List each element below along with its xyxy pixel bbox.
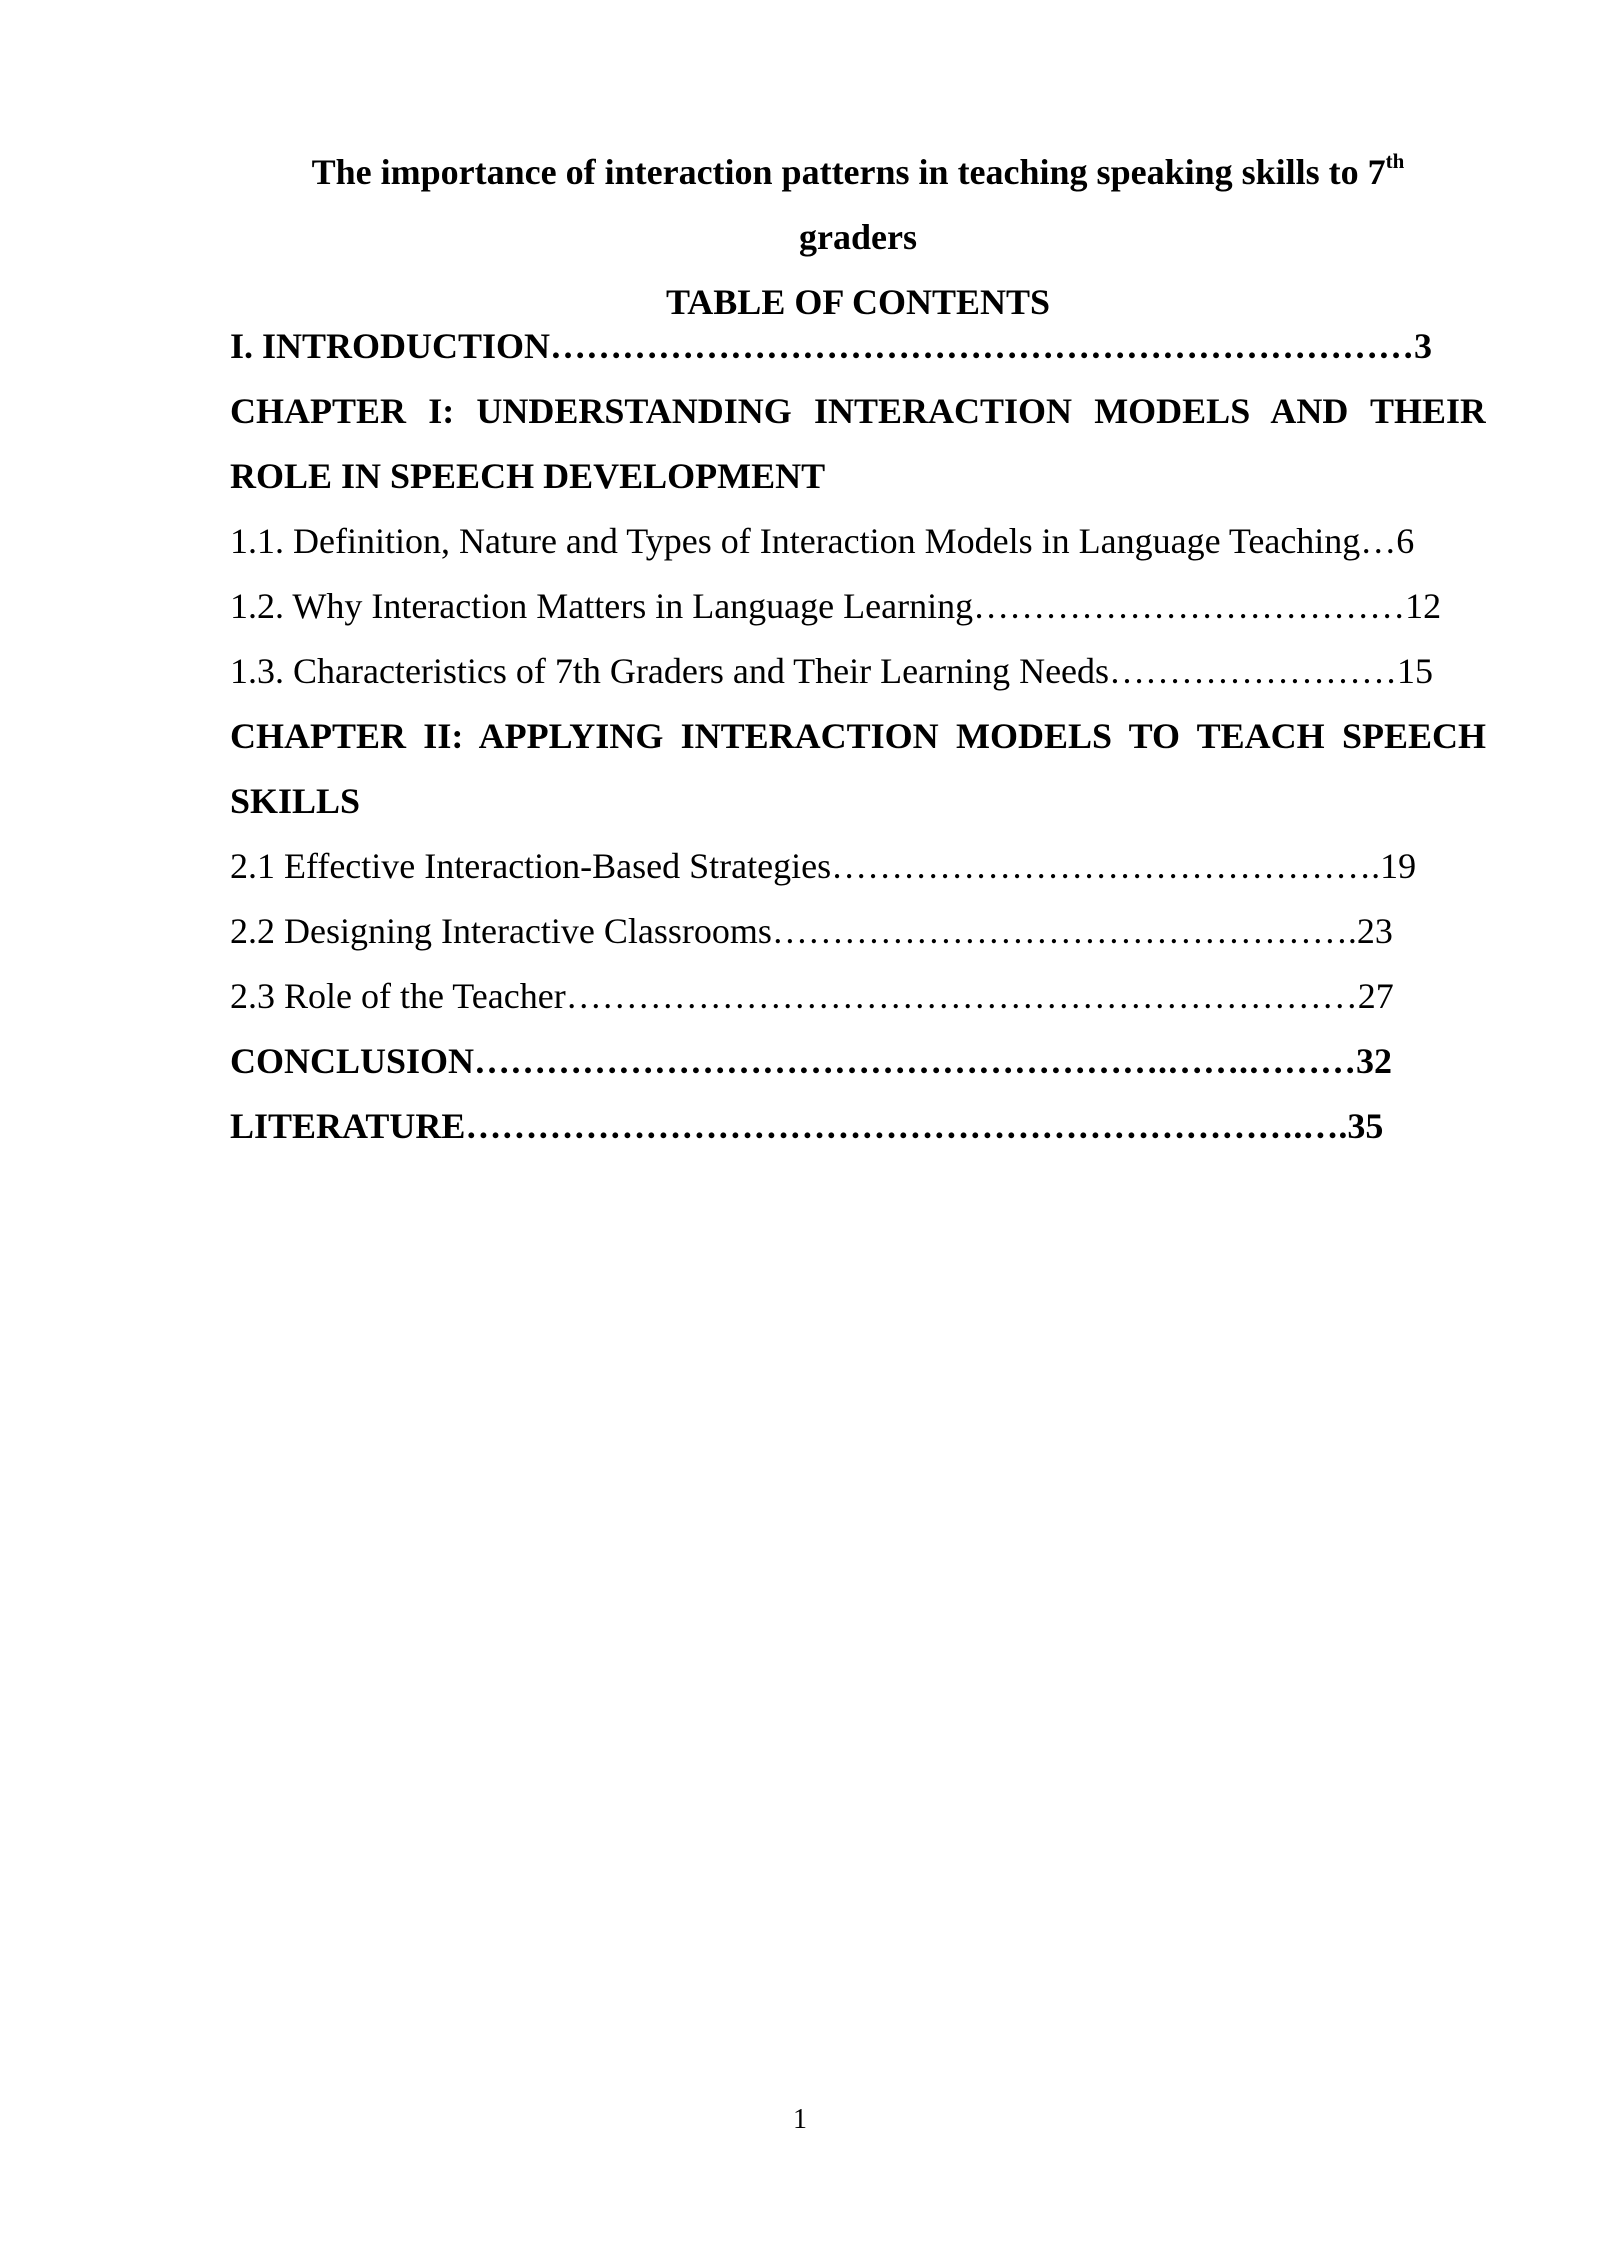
toc-entry-introduction: I. INTRODUCTION………………………………………………………………3 <box>230 326 1433 366</box>
document-title-line-1 <box>230 149 1486 192</box>
toc-entry-chapter-1-line-1: CHAPTER I: UNDERSTANDING INTERACTION MODELS AND THEIR <box>230 391 1486 431</box>
toc-heading: TABLE OF CONTENTS <box>665 282 1051 322</box>
toc-entry-2-1: 2.1 Effective Interaction-Based Strategies……………………………………….19 <box>230 846 1417 886</box>
toc-entry-chapter-2-line-2: SKILLS <box>230 781 361 821</box>
toc-entry-chapter-1-line-2: ROLE IN SPEECH DEVELOPMENT <box>230 456 826 496</box>
title-superscript: th <box>1385 149 1405 173</box>
title-text: The importance of interaction patterns in teaching speaking skills to 7 <box>311 152 1386 192</box>
toc-entry-2-2: 2.2 Designing Interactive Classrooms………………………………………….23 <box>230 911 1393 951</box>
toc-entry-1-3: 1.3. Characteristics of 7th Graders and Their Learning Needs……………………15 <box>230 651 1434 691</box>
toc-entry-chapter-2-line-1: CHAPTER II: APPLYING INTERACTION MODELS TO TEACH SPEECH <box>230 716 1486 756</box>
page-number: 1 <box>793 2104 807 2135</box>
toc-entry-1-1: 1.1. Definition, Nature and Types of Interaction Models in Language Teaching…6 <box>230 521 1415 561</box>
toc-entry-literature: LITERATURE…………………………………………………………….….35 <box>230 1106 1384 1146</box>
document-title-line-2: graders <box>799 217 917 257</box>
toc-entry-2-3: 2.3 Role of the Teacher…………………………………………………………27 <box>230 976 1394 1016</box>
toc-entry-1-2: 1.2. Why Interaction Matters in Language Learning………………………………12 <box>230 586 1442 626</box>
toc-entry-conclusion: CONCLUSION………………………………………………….…….………32 <box>230 1041 1393 1081</box>
